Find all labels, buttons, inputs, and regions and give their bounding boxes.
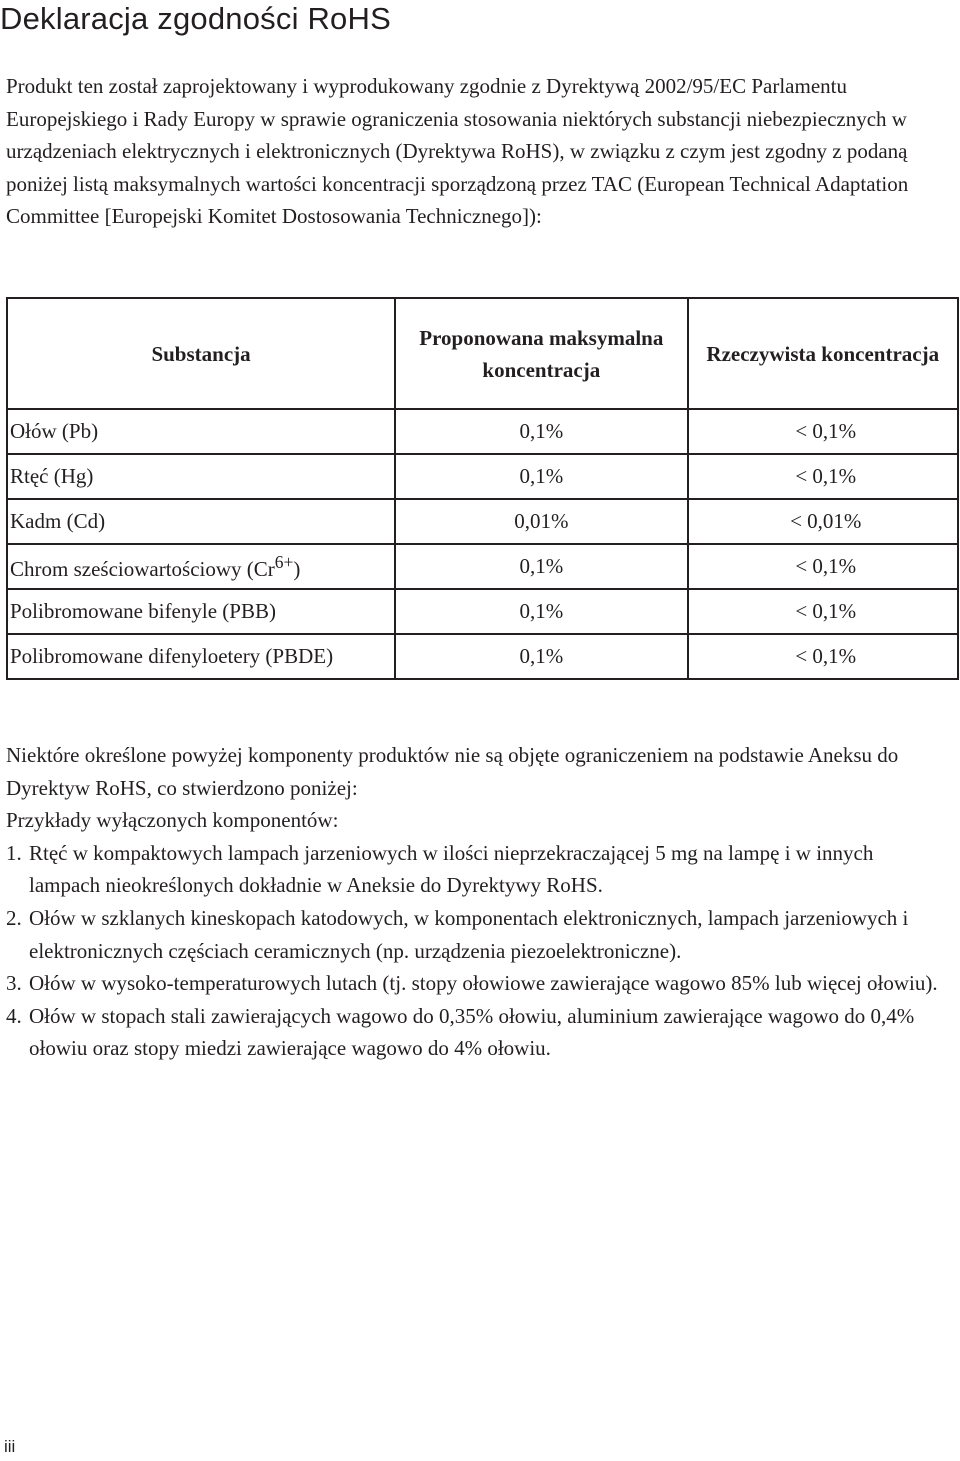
list-item-number: 3. xyxy=(6,971,22,996)
list-item xyxy=(6,837,946,902)
exemptions-section xyxy=(6,739,946,1065)
table-row xyxy=(7,589,958,634)
substance-cell xyxy=(7,544,395,589)
page-title: Deklaracja zgodności RoHS xyxy=(0,1,391,36)
table-row xyxy=(7,544,958,589)
list-item xyxy=(6,1000,946,1065)
substance-cell: Kadm (Cd) xyxy=(7,499,395,544)
actual-concentration-cell: < 0,1% xyxy=(688,409,958,454)
header-max-concentration-label: Proponowana maksymalna koncentracja xyxy=(419,325,664,382)
examples-label: Przykłady wyłączonych komponentów: xyxy=(6,808,339,833)
list-item-text: Ołów w stopach stali zawierających wagowo do 0,35% ołowiu, aluminium zawierające wagowo do 0,4% ołowiu oraz stopy miedzi zawierające wagowo do 4% ołowiu. xyxy=(29,1003,915,1061)
exemptions-intro: Niektóre określone powyżej komponenty produktów nie są objęte ograniczeniem na podstawie Aneksu do Dyrektyw RoHS, co stwierdzono poniżej: xyxy=(6,743,899,800)
list-item xyxy=(6,967,946,1000)
list-item-text: Rtęć w kompaktowych lampach jarzeniowych w ilości nieprzekraczającej 5 mg na lampę i w innych lampach nieokreślonych dokładnie w Aneksie do Dyrektywy RoHS. xyxy=(29,840,874,898)
substance-superscript: 6+ xyxy=(274,551,294,572)
max-concentration-cell: 0,1% xyxy=(395,409,687,454)
max-concentration-cell: 0,1% xyxy=(395,589,687,634)
actual-concentration-cell: < 0,1% xyxy=(688,634,958,679)
substance-cell: Polibromowane difenyloetery (PBDE) xyxy=(7,634,395,679)
actual-concentration-cell: < 0,1% xyxy=(688,544,958,589)
max-concentration-cell: 0,1% xyxy=(395,544,687,589)
exemptions-list xyxy=(6,837,946,1065)
list-item-text: Ołów w szklanych kineskopach katodowych, w komponentach elektronicznych, lampach jarzeniowych i elektronicznych częściach ceramicznych (np. urządzenia piezoelektroniczne). xyxy=(29,905,909,963)
list-item-text: Ołów w wysoko-temperaturowych lutach (tj. stopy ołowiowe zawierające wagowo 85% lub więcej ołowiu). xyxy=(29,971,938,996)
actual-concentration-cell: < 0,1% xyxy=(688,589,958,634)
table-row xyxy=(7,409,958,454)
substance-cell: Rtęć (Hg) xyxy=(7,454,395,499)
max-concentration-cell: 0,1% xyxy=(395,634,687,679)
header-actual-concentration-label: Rzeczywista koncentracja xyxy=(706,341,940,366)
substance-cell: Polibromowane bifenyle (PBB) xyxy=(7,589,395,634)
max-concentration-cell: 0,1% xyxy=(395,454,687,499)
substance-name: Chrom sześciowartościowy (Cr xyxy=(10,556,275,581)
table-header-row xyxy=(7,298,958,409)
max-concentration-cell: 0,01% xyxy=(395,499,687,544)
list-item-number: 1. xyxy=(6,840,22,865)
list-item-number: 2. xyxy=(6,905,22,930)
list-item-number: 4. xyxy=(6,1003,22,1028)
list-item xyxy=(6,902,946,967)
table-row xyxy=(7,634,958,679)
actual-concentration-cell: < 0,01% xyxy=(688,499,958,544)
substance-cell: Ołów (Pb) xyxy=(7,409,395,454)
page-number: iii xyxy=(4,1437,16,1456)
rohs-concentration-table xyxy=(6,297,959,680)
header-substance xyxy=(7,298,395,409)
intro-paragraph: Produkt ten został zaprojektowany i wyprodukowany zgodnie z Dyrektywą 2002/95/EC Parlamentu Europejskiego i Rady Europy w sprawie ograniczenia stosowania niektórych substancji niebezpiecznych w urządzeniach elektrycznych i elektronicznych (Dyrektywa RoHS), w związku z czym jest zgodny z podaną poniżej listą maksymalnych wartości koncentracji sporządzoną przez TAC (European Technical Adaptation Committee [Europejski Komitet Dostosowania Technicznego]): xyxy=(6,74,909,228)
header-substance-label: Substancja xyxy=(151,341,251,366)
substance-suffix: ) xyxy=(293,556,301,581)
header-actual-concentration xyxy=(688,298,958,409)
table-row xyxy=(7,454,958,499)
actual-concentration-cell: < 0,1% xyxy=(688,454,958,499)
header-max-concentration xyxy=(395,298,687,409)
table-row xyxy=(7,499,958,544)
